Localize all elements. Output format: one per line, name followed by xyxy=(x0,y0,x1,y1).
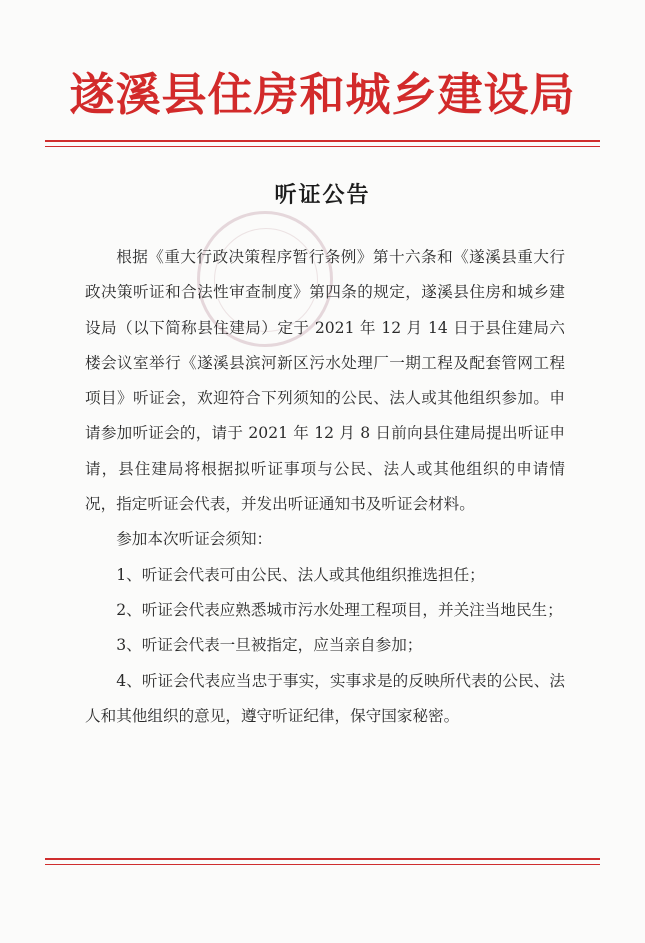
footer-red-rule-thick xyxy=(45,858,600,860)
requirement-item-3: 3、听证会代表一旦被指定，应当亲自参加； xyxy=(116,636,423,655)
paragraph-requirements-heading: 参加本次听证会须知： xyxy=(116,530,273,549)
requirement-item-1: 1、听证会代表可由公民、法人或其他组织推选担任； xyxy=(116,565,485,584)
notice-title: 听证公告 xyxy=(274,182,371,208)
agency-letterhead-title: 遂溪县住房和城乡建设局 xyxy=(69,68,576,121)
footer-red-rule-thin xyxy=(45,864,600,865)
requirement-item-2: 2、听证会代表应熟悉城市污水处理工程项目，并关注当地民生； xyxy=(116,600,563,619)
requirement-item-4: 4、听证会代表应当忠于事实，实事求是的反映所代表的公民、法人和其他组织的意见，遵守听证纪律，保守国家秘密。 xyxy=(85,671,565,725)
notice-body xyxy=(85,240,565,734)
letterhead-red-rule-thick xyxy=(45,140,600,142)
paragraph-intro: 根据《重大行政决策程序暂行条例》第十六条和《遂溪县重大行政决策听证和合法性审查制度》第四条的规定，遂溪县住房和城乡建设局（以下简称县住建局）定于 2021 年 12 月 14 日于县住建局六楼会议室举行《遂溪县滨河新区污水处理厂一期工程及配套管网工程项目》听证会，欢迎符合下列须知的公民、法人或其他组织参加。申请参加听证会的，请于 2021 年 12 月 8 日前向县住建局提出听证申请，县住建局将根据拟听证事项与公民、法人或其他组织的申请情况，指定听证会代表，并发出听证通知书及听证会材料。 xyxy=(85,248,565,514)
letterhead-red-rule-thin xyxy=(45,146,600,147)
